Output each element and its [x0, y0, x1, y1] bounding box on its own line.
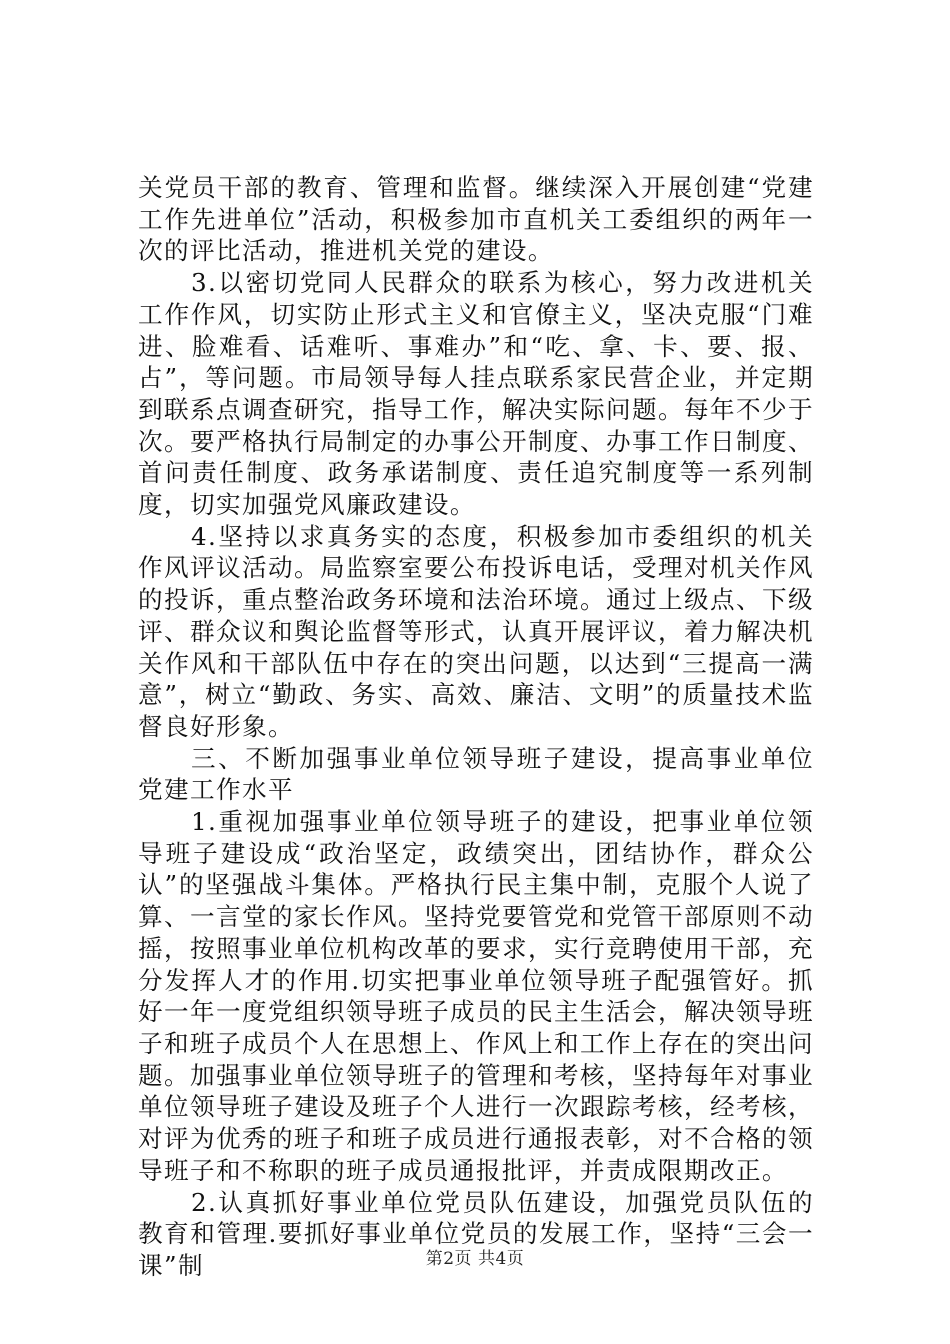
paragraph-continuation: 关党员干部的教育、管理和监督。继续深入开展创建“党建工作先进单位”活动，积极参加市直机关工委组织的两年一次的评比活动，推进机关党的建设。	[138, 173, 814, 266]
page-number-footer: 第2页 共4页	[425, 1249, 525, 1269]
section-heading-3: 三、不断加强事业单位领导班子建设，提高事业单位党建工作水平	[138, 743, 814, 805]
paragraph-item-4: 4.坚持以求真务实的态度，积极参加市委组织的机关作风评议活动。局监察室要公布投诉电话，受理对机关作风的投诉，重点整治政务环境和法治环境。通过上级点、下级评、群众议和舆论监督等形式，认真开展评议，着力解决机关作风和干部队伍中存在的突出问题，以达到“三提高一满意”，树立“勤政、务实、高效、廉洁、文明”的质量技术监督良好形象。	[138, 521, 814, 741]
paragraph-item-3: 3.以密切党同人民群众的联系为核心，努力改进机关工作作风，切实防止形式主义和官僚主义，坚决克服“门难进、脸难看、话难听、事难办”和“吃、拿、卡、要、报、占”，等问题。市局领导每人挂点联系家民营企业，并定期到联系点调查研究，指导工作，解决实际问题。每年不少于次。要严格执行局制定的办事公开制度、办事工作日制度、首问责任制度、政务承诺制度、责任追究制度等一系列制度，切实加强党风廉政建设。	[138, 268, 814, 520]
paragraph-section3-item-2: 2.认真抓好事业单位党员队伍建设，加强党员队伍的教育和管理.要抓好事业单位党员的发展工作，坚持“三会一课”制	[138, 1187, 814, 1280]
document-body	[138, 172, 814, 1282]
paragraph-section3-item-1: 1.重视加强事业单位领导班子的建设，把事业单位领导班子建设成“政治坚定，政绩突出，团结协作，群众公认”的坚强战斗集体。严格执行民主集中制，克服个人说了算、一言堂的家长作风。坚持党要管党和党管干部原则不动摇，按照事业单位机构改革的要求，实行竞聘使用干部，充分发挥人才的作用.切实把事业单位领导班子配强管好。抓好一年一度党组织领导班子成员的民主生活会，解决领导班子和班子成员个人在思想上、作风上和工作上存在的突出问题。加强事业单位领导班子的管理和考核，坚持每年对事业单位领导班子建设及班子个人进行一次跟踪考核，经考核，对评为优秀的班子和班子成员进行通报表彰，对不合格的领导班子和不称职的班子成员通报批评，并责成限期改正。	[138, 807, 814, 1185]
